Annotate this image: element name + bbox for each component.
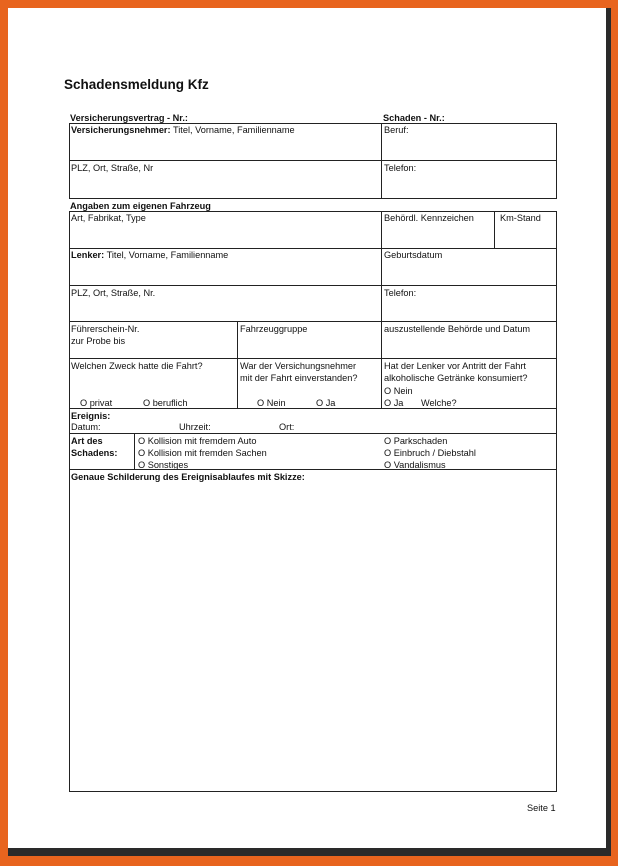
divider (494, 211, 495, 248)
page-number: Seite 1 (527, 803, 556, 813)
form-title: Schadensmeldung Kfz (64, 77, 209, 92)
alcohol-question-line2: alkoholische Getränke konsumiert? (384, 373, 528, 383)
policyholder-phone-label: Telefon: (384, 163, 417, 173)
divider (381, 123, 382, 199)
divider (69, 358, 557, 359)
consent-no-option[interactable]: O Nein (257, 398, 286, 408)
driver-address-label: PLZ, Ort, Straße, Nr. (71, 288, 156, 298)
consent-question-line1: War der Versichungsnehmer (240, 361, 357, 371)
event-place-label: Ort: (279, 422, 295, 432)
which-drinks-label: Welche? (421, 398, 457, 408)
alcohol-yes-option[interactable]: O Ja (384, 398, 404, 408)
purpose-business-option[interactable]: O beruflich (143, 398, 188, 408)
event-heading: Ereignis: (71, 411, 111, 421)
damage-burglary-option[interactable]: O Einbruch / Diebstahl (384, 448, 476, 458)
divider (134, 433, 135, 470)
event-box (69, 409, 557, 434)
vehicle-type-label: Art, Fabrikat, Type (71, 213, 146, 223)
birthdate-label: Geburtsdatum (384, 250, 443, 260)
vehicle-group-label: Fahrzeuggruppe (240, 324, 308, 334)
divider (69, 160, 557, 161)
license-number-label: Führerschein-Nr. (71, 324, 140, 334)
consent-question-line2: mit der Fahrt einverstanden? (240, 373, 358, 383)
damage-other-option[interactable]: O Sonstiges (138, 460, 189, 470)
occupation-label: Beruf: (384, 125, 409, 135)
divider (69, 321, 557, 322)
page-shadow-right (606, 8, 611, 848)
damage-collision-objects-option[interactable]: O Kollision mit fremden Sachen (138, 448, 267, 458)
contract-number-label: Versicherungsvertrag - Nr.: (70, 113, 188, 123)
alcohol-no-option[interactable]: O Nein (384, 386, 413, 396)
mileage-label: Km-Stand (500, 213, 541, 223)
trip-purpose-question: Welchen Zweck hatte die Fahrt? (71, 361, 203, 371)
divider (237, 321, 238, 409)
driver-name-label: Lenker: Titel, Vorname, Familienname (71, 250, 229, 260)
description-area[interactable] (69, 469, 557, 792)
license-plate-label: Behördl. Kennzeichen (384, 213, 474, 223)
divider (69, 248, 557, 249)
alcohol-question-line1: Hat der Lenker vor Antritt der Fahrt (384, 361, 526, 371)
damage-type-heading-2: Schadens: (71, 448, 118, 458)
consent-yes-option[interactable]: O Ja (316, 398, 336, 408)
vehicle-heading: Angaben zum eigenen Fahrzeug (70, 201, 211, 211)
divider (381, 211, 382, 409)
page-shadow-bottom (8, 848, 611, 856)
event-date-label: Datum: (71, 422, 101, 432)
divider (69, 285, 557, 286)
damage-collision-car-option[interactable]: O Kollision mit fremdem Auto (138, 436, 257, 446)
purpose-private-option[interactable]: O privat (80, 398, 113, 408)
claim-number-label: Schaden - Nr.: (383, 113, 445, 123)
policyholder-name-label: Versicherungsnehmer: Titel, Vorname, Familienname (71, 125, 295, 135)
damage-vandalism-option[interactable]: O Vandalismus (384, 460, 446, 470)
driver-phone-label: Telefon: (384, 288, 417, 298)
probation-label: zur Probe bis (71, 336, 126, 346)
damage-type-heading-1: Art des (71, 436, 103, 446)
event-time-label: Uhrzeit: (179, 422, 211, 432)
description-heading: Genaue Schilderung des Ereignisablaufes mit Skizze: (71, 472, 305, 482)
policyholder-address-label: PLZ, Ort, Straße, Nr (71, 163, 154, 173)
damage-parking-option[interactable]: O Parkschaden (384, 436, 448, 446)
issuing-authority-label: auszustellende Behörde und Datum (384, 324, 531, 334)
